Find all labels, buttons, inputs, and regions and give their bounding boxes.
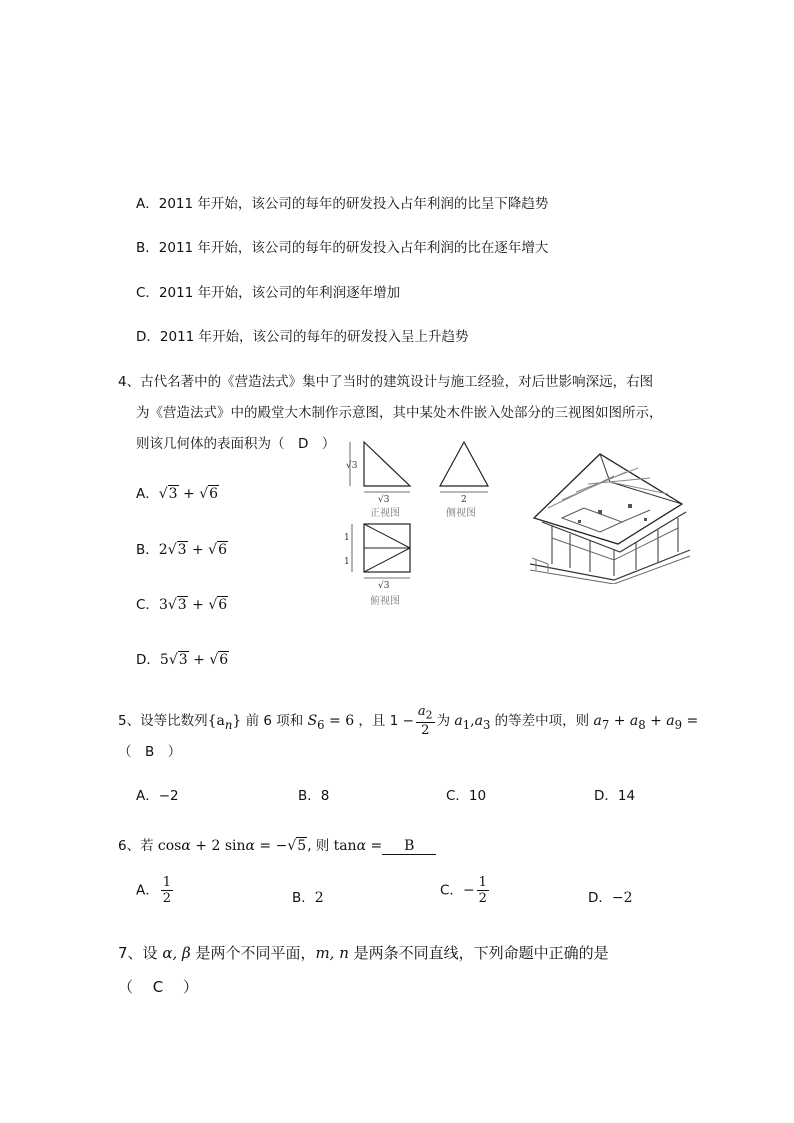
front-view-caption: 正视图 — [370, 508, 400, 519]
side-width-label: 2 — [461, 495, 467, 505]
q6-option-a: A． $\frac{1}{2}$ — [136, 875, 172, 906]
q3-option-b: B．2011 年开始，该公司的每年的研发投入占年利润的比在逐年增大 — [136, 240, 549, 256]
q5-answer: （ B ） — [118, 744, 182, 760]
q7-answer: （ C ） — [118, 978, 199, 996]
front-view — [346, 442, 410, 519]
q3-option-c: C．2011 年开始，该公司的年利润逐年增加 — [136, 285, 401, 301]
q5-stem: 5、设等比数列$\{a_n\}$ 前 6 项和 $S_6 = 6$ ，且 1 − $\frac{a_2}{2}$ 为 $a_1,a_3$ 的等差中项，则 $a_7 + a_8 + a_9$ = — [118, 703, 699, 739]
q5-option-a: A．−2 — [136, 788, 179, 804]
top-height-label-2: 1 — [344, 557, 350, 567]
top-height-label-1: 1 — [344, 533, 350, 543]
q5-fraction: $\frac{a_2}{2}$ — [417, 703, 433, 739]
q3-option-a: A．2011 年开始，该公司的每年的研发投入占年利润的比呈下降趋势 — [136, 196, 549, 212]
q7-stem: 7、设 α, β 是两个不同平面，m, n 是两条不同直线，下列命题中正确的是 — [118, 944, 609, 962]
top-view-caption: 俯视图 — [370, 596, 400, 607]
q4-line-2: 为《营造法式》中的殿堂大木制作示意图，其中某处木件嵌入处部分的三视图如图所示， — [136, 405, 663, 421]
top-width-label: √3 — [378, 581, 390, 591]
q5-option-c: C．10 — [446, 788, 487, 804]
side-view-caption: 侧视图 — [446, 508, 476, 519]
q6-option-b: B．2 — [292, 890, 324, 906]
q6-stem: 6、若 cosα + 2 sinα = −√5, 则 tanα = B — [118, 834, 436, 855]
temple-illustration — [518, 448, 696, 584]
q5-option-d: D．14 — [594, 788, 636, 804]
q6-option-d: D．−2 — [588, 890, 633, 906]
q4-line-1: 4、古代名著中的《营造法式》集中了当时的建筑设计与施工经验，对后世影响深远，右图 — [118, 374, 654, 390]
top-view — [344, 524, 410, 607]
q4-option-c: C．3√3 + √6 — [136, 597, 228, 613]
front-height-label: √3 — [346, 461, 358, 471]
three-view-figure — [340, 436, 505, 616]
q4-option-b: B．2√3 + √6 — [136, 542, 228, 558]
q6-option-c: C．− $\frac{1}{2}$ — [440, 875, 487, 906]
q5-option-b: B．8 — [298, 788, 330, 804]
q4-line-3: 则该几何体的表面积为（ D ） — [136, 436, 336, 452]
front-width-label: √3 — [378, 495, 390, 505]
q4-option-d: D．5√3 + √6 — [136, 652, 229, 668]
q3-option-d: D．2011 年开始，该公司的每年的研发投入呈上升趋势 — [136, 329, 469, 345]
q6-answer-blank: B — [382, 838, 436, 855]
q4-option-a: A．√3 + √6 — [136, 486, 219, 502]
side-view — [440, 442, 488, 519]
